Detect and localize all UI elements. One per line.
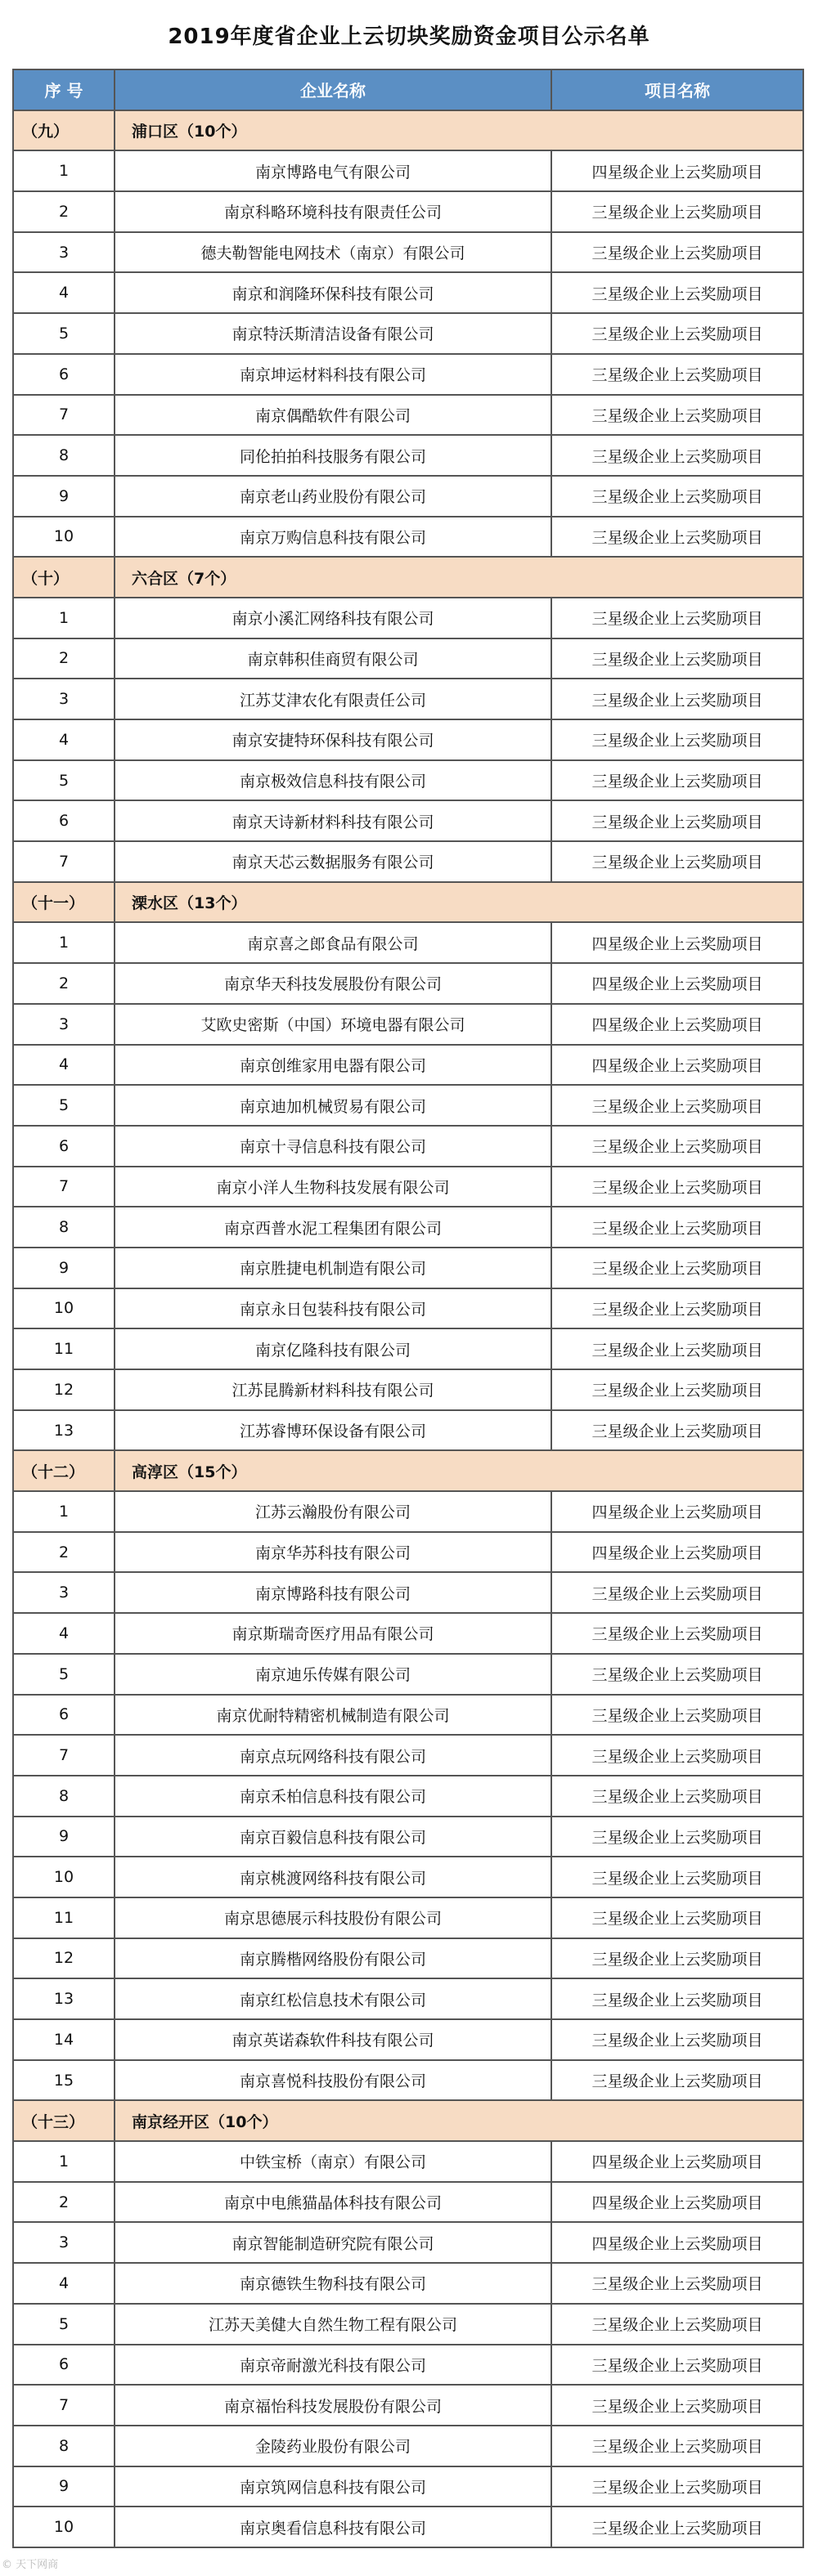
row-no: 8 (14, 1776, 115, 1817)
table-row (14, 1979, 804, 2020)
row-no: 11 (14, 1898, 115, 1939)
table-row (14, 1614, 804, 1655)
row-project: 四星级企业上云奖励项目 (552, 1005, 804, 1046)
table-row (14, 1573, 804, 1614)
row-no: 9 (14, 1817, 115, 1858)
row-company: 南京禾柏信息科技有限公司 (115, 1776, 552, 1817)
row-no: 7 (14, 1167, 115, 1208)
row-company: 南京极效信息科技有限公司 (115, 761, 552, 802)
row-no: 1 (14, 923, 115, 964)
section-row (14, 1451, 804, 1492)
section-row (14, 111, 804, 152)
row-no: 9 (14, 477, 115, 517)
row-project: 三星级企业上云奖励项目 (552, 1370, 804, 1411)
row-company: 南京思德展示科技股份有限公司 (115, 1898, 552, 1939)
row-project: 三星级企业上云奖励项目 (552, 598, 804, 639)
table-row (14, 2223, 804, 2264)
table-row (14, 1005, 804, 1046)
table-row (14, 1329, 804, 1370)
row-no: 5 (14, 314, 115, 355)
row-project: 三星级企业上云奖励项目 (552, 1979, 804, 2020)
row-project: 三星级企业上云奖励项目 (552, 761, 804, 802)
row-project: 三星级企业上云奖励项目 (552, 1411, 804, 1452)
row-company: 南京科略环境科技有限责任公司 (115, 192, 552, 233)
row-company: 南京福怡科技发展股份有限公司 (115, 2386, 552, 2426)
table-row (14, 1086, 804, 1127)
row-company: 南京智能制造研究院有限公司 (115, 2223, 552, 2264)
row-company: 江苏云瀚股份有限公司 (115, 1492, 552, 1533)
row-no: 2 (14, 2183, 115, 2224)
row-no: 12 (14, 1370, 115, 1411)
row-no: 3 (14, 1573, 115, 1614)
row-project: 三星级企业上云奖励项目 (552, 192, 804, 233)
row-project: 三星级企业上云奖励项目 (552, 2061, 804, 2102)
row-project: 三星级企业上云奖励项目 (552, 477, 804, 517)
row-company: 中铁宝桥（南京）有限公司 (115, 2142, 552, 2183)
row-company: 南京奥看信息科技有限公司 (115, 2507, 552, 2548)
table-row (14, 1492, 804, 1533)
row-no: 3 (14, 233, 115, 274)
table-row (14, 1857, 804, 1898)
table-row (14, 2020, 804, 2061)
section-label: （十） (14, 558, 115, 598)
row-no: 5 (14, 1086, 115, 1127)
row-no: 2 (14, 1533, 115, 1574)
row-company: 南京万购信息科技有限公司 (115, 517, 552, 558)
header-project: 项目名称 (552, 70, 804, 111)
table-row (14, 1939, 804, 1980)
table-row (14, 1046, 804, 1086)
table-row (14, 1248, 804, 1289)
row-company: 南京迪乐传媒有限公司 (115, 1655, 552, 1696)
table-row (14, 1411, 804, 1452)
row-no: 7 (14, 1736, 115, 1776)
row-company: 南京安捷特环保科技有限公司 (115, 720, 552, 761)
row-project: 三星级企业上云奖励项目 (552, 1696, 804, 1736)
row-company: 南京优耐特精密机械制造有限公司 (115, 1696, 552, 1736)
row-no: 11 (14, 1329, 115, 1370)
row-project: 三星级企业上云奖励项目 (552, 1776, 804, 1817)
row-project: 三星级企业上云奖励项目 (552, 1939, 804, 1980)
row-project: 三星级企业上云奖励项目 (552, 1736, 804, 1776)
row-project: 三星级企业上云奖励项目 (552, 436, 804, 477)
row-project: 三星级企业上云奖励项目 (552, 1167, 804, 1208)
row-project: 三星级企业上云奖励项目 (552, 2020, 804, 2061)
section-row (14, 558, 804, 598)
row-no: 8 (14, 1207, 115, 1248)
row-company: 南京和润隆环保科技有限公司 (115, 273, 552, 314)
row-project: 三星级企业上云奖励项目 (552, 1573, 804, 1614)
row-company: 南京筑网信息科技有限公司 (115, 2467, 552, 2508)
row-no: 7 (14, 842, 115, 883)
row-no: 4 (14, 2264, 115, 2305)
table-row (14, 517, 804, 558)
table-row (14, 151, 804, 192)
table-row (14, 396, 804, 437)
table-header (14, 70, 804, 111)
row-project: 三星级企业上云奖励项目 (552, 1817, 804, 1858)
row-project: 三星级企业上云奖励项目 (552, 1207, 804, 1248)
table-row (14, 355, 804, 396)
row-company: 南京帝耐激光科技有限公司 (115, 2345, 552, 2386)
award-list-table (12, 69, 804, 2548)
row-company: 江苏艾津农化有限责任公司 (115, 679, 552, 720)
row-project: 四星级企业上云奖励项目 (552, 964, 804, 1005)
row-project: 四星级企业上云奖励项目 (552, 923, 804, 964)
section-label: （九） (14, 111, 115, 152)
row-project: 三星级企业上云奖励项目 (552, 1655, 804, 1696)
row-project: 四星级企业上云奖励项目 (552, 2183, 804, 2224)
row-company: 南京天诗新材料科技有限公司 (115, 801, 552, 842)
table-row (14, 679, 804, 720)
row-no: 10 (14, 2507, 115, 2548)
row-company: 南京英诺森软件科技有限公司 (115, 2020, 552, 2061)
row-company: 南京亿隆科技有限公司 (115, 1329, 552, 1370)
table-row (14, 1127, 804, 1167)
row-company: 南京华天科技发展股份有限公司 (115, 964, 552, 1005)
row-no: 2 (14, 639, 115, 680)
table-row (14, 1207, 804, 1248)
table-row (14, 2142, 804, 2183)
row-no: 2 (14, 964, 115, 1005)
row-no: 6 (14, 1127, 115, 1167)
table-row (14, 2061, 804, 2102)
row-project: 三星级企业上云奖励项目 (552, 2467, 804, 2508)
row-no: 8 (14, 2426, 115, 2467)
row-company: 南京特沃斯清洁设备有限公司 (115, 314, 552, 355)
table-row (14, 233, 804, 274)
row-no: 13 (14, 1411, 115, 1452)
table-row (14, 923, 804, 964)
table-row (14, 720, 804, 761)
table-row (14, 192, 804, 233)
table-row (14, 2386, 804, 2426)
row-no: 4 (14, 1614, 115, 1655)
table-row (14, 273, 804, 314)
table-row (14, 314, 804, 355)
row-project: 四星级企业上云奖励项目 (552, 2142, 804, 2183)
row-no: 15 (14, 2061, 115, 2102)
row-project: 三星级企业上云奖励项目 (552, 679, 804, 720)
row-company: 南京十寻信息科技有限公司 (115, 1127, 552, 1167)
row-company: 南京喜之郎食品有限公司 (115, 923, 552, 964)
row-project: 三星级企业上云奖励项目 (552, 842, 804, 883)
row-no: 2 (14, 192, 115, 233)
row-company: 南京坤运材料科技有限公司 (115, 355, 552, 396)
row-company: 南京博路电气有限公司 (115, 151, 552, 192)
section-row (14, 883, 804, 924)
table-row (14, 1533, 804, 1574)
row-no: 10 (14, 517, 115, 558)
table-row (14, 842, 804, 883)
row-project: 三星级企业上云奖励项目 (552, 639, 804, 680)
row-project: 四星级企业上云奖励项目 (552, 1046, 804, 1086)
row-no: 1 (14, 598, 115, 639)
row-company: 南京创维家用电器有限公司 (115, 1046, 552, 1086)
section-label: （十二） (14, 1451, 115, 1492)
row-no: 1 (14, 151, 115, 192)
row-project: 三星级企业上云奖励项目 (552, 1289, 804, 1330)
row-project: 三星级企业上云奖励项目 (552, 1614, 804, 1655)
row-no: 5 (14, 1655, 115, 1696)
table-row (14, 1370, 804, 1411)
section-name: 溧水区（13个） (115, 883, 804, 924)
row-no: 6 (14, 2345, 115, 2386)
row-project: 三星级企业上云奖励项目 (552, 2386, 804, 2426)
row-project: 三星级企业上云奖励项目 (552, 1127, 804, 1167)
row-no: 8 (14, 436, 115, 477)
table-row (14, 801, 804, 842)
row-no: 12 (14, 1939, 115, 1980)
row-project: 三星级企业上云奖励项目 (552, 355, 804, 396)
row-project: 四星级企业上云奖励项目 (552, 1492, 804, 1533)
row-company: 南京博路科技有限公司 (115, 1573, 552, 1614)
section-row (14, 2101, 804, 2142)
row-company: 南京永日包装科技有限公司 (115, 1289, 552, 1330)
row-company: 金陵药业股份有限公司 (115, 2426, 552, 2467)
row-company: 南京腾楷网络股份有限公司 (115, 1939, 552, 1980)
row-no: 13 (14, 1979, 115, 2020)
row-project: 三星级企业上云奖励项目 (552, 314, 804, 355)
row-company: 南京胜捷电机制造有限公司 (115, 1248, 552, 1289)
row-company: 南京点玩网络科技有限公司 (115, 1736, 552, 1776)
table-row (14, 964, 804, 1005)
row-project: 三星级企业上云奖励项目 (552, 2264, 804, 2305)
row-no: 1 (14, 1492, 115, 1533)
row-project: 三星级企业上云奖励项目 (552, 273, 804, 314)
table-row (14, 1736, 804, 1776)
row-company: 南京红松信息技术有限公司 (115, 1979, 552, 2020)
row-project: 三星级企业上云奖励项目 (552, 720, 804, 761)
row-no: 3 (14, 2223, 115, 2264)
row-no: 9 (14, 2467, 115, 2508)
row-company: 南京中电熊猫晶体科技有限公司 (115, 2183, 552, 2224)
table-row (14, 1289, 804, 1330)
row-company: 同伦拍拍科技服务有限公司 (115, 436, 552, 477)
row-project: 三星级企业上云奖励项目 (552, 1248, 804, 1289)
row-company: 江苏睿博环保设备有限公司 (115, 1411, 552, 1452)
row-project: 三星级企业上云奖励项目 (552, 1086, 804, 1127)
row-project: 三星级企业上云奖励项目 (552, 1857, 804, 1898)
row-no: 9 (14, 1248, 115, 1289)
table-row (14, 477, 804, 517)
row-no: 10 (14, 1289, 115, 1330)
row-project: 三星级企业上云奖励项目 (552, 1329, 804, 1370)
row-project: 四星级企业上云奖励项目 (552, 151, 804, 192)
row-no: 4 (14, 1046, 115, 1086)
table-row (14, 2467, 804, 2508)
row-company: 南京韩积佳商贸有限公司 (115, 639, 552, 680)
header-company: 企业名称 (115, 70, 552, 111)
table-row (14, 2183, 804, 2224)
row-no: 5 (14, 761, 115, 802)
row-no: 3 (14, 679, 115, 720)
row-no: 4 (14, 720, 115, 761)
table-row (14, 2426, 804, 2467)
row-no: 4 (14, 273, 115, 314)
table-row (14, 1167, 804, 1208)
row-project: 三星级企业上云奖励项目 (552, 1898, 804, 1939)
row-company: 南京德铁生物科技有限公司 (115, 2264, 552, 2305)
row-company: 南京桃渡网络科技有限公司 (115, 1857, 552, 1898)
row-no: 1 (14, 2142, 115, 2183)
row-no: 6 (14, 355, 115, 396)
row-project: 三星级企业上云奖励项目 (552, 2305, 804, 2345)
row-project: 四星级企业上云奖励项目 (552, 2223, 804, 2264)
row-company: 南京华苏科技有限公司 (115, 1533, 552, 1574)
row-company: 江苏昆腾新材料科技有限公司 (115, 1370, 552, 1411)
row-company: 南京斯瑞奇医疗用品有限公司 (115, 1614, 552, 1655)
table-row (14, 761, 804, 802)
row-project: 三星级企业上云奖励项目 (552, 2345, 804, 2386)
row-company: 南京天芯云数据服务有限公司 (115, 842, 552, 883)
row-no: 7 (14, 396, 115, 437)
row-no: 5 (14, 2305, 115, 2345)
row-no: 10 (14, 1857, 115, 1898)
section-label: （十一） (14, 883, 115, 924)
row-project: 三星级企业上云奖励项目 (552, 517, 804, 558)
row-no: 14 (14, 2020, 115, 2061)
table-row (14, 1776, 804, 1817)
row-company: 南京西普水泥工程集团有限公司 (115, 1207, 552, 1248)
row-company: 江苏天美健大自然生物工程有限公司 (115, 2305, 552, 2345)
row-no: 6 (14, 801, 115, 842)
page-title: 2019年度省企业上云切块奖励资金项目公示名单 (168, 24, 650, 49)
row-project: 四星级企业上云奖励项目 (552, 1533, 804, 1574)
table-row (14, 598, 804, 639)
section-name: 浦口区（10个） (115, 111, 804, 152)
table-row (14, 639, 804, 680)
row-no: 6 (14, 1696, 115, 1736)
row-project: 三星级企业上云奖励项目 (552, 801, 804, 842)
row-project: 三星级企业上云奖励项目 (552, 396, 804, 437)
section-name: 六合区（7个） (115, 558, 804, 598)
row-company: 艾欧史密斯（中国）环境电器有限公司 (115, 1005, 552, 1046)
row-company: 南京迪加机械贸易有限公司 (115, 1086, 552, 1127)
table-row (14, 1696, 804, 1736)
section-name: 南京经开区（10个） (115, 2101, 804, 2142)
row-company: 南京小洋人生物科技发展有限公司 (115, 1167, 552, 1208)
row-project: 三星级企业上云奖励项目 (552, 2507, 804, 2548)
row-no: 7 (14, 2386, 115, 2426)
row-company: 南京偶酷软件有限公司 (115, 396, 552, 437)
section-name: 高淳区（15个） (115, 1451, 804, 1492)
table-row (14, 436, 804, 477)
table-row (14, 2305, 804, 2345)
watermark: © 天下网商 (2, 2559, 59, 2571)
table-row (14, 1817, 804, 1858)
row-company: 南京老山药业股份有限公司 (115, 477, 552, 517)
row-company: 德夫勒智能电网技术（南京）有限公司 (115, 233, 552, 274)
table-row (14, 2345, 804, 2386)
row-project: 三星级企业上云奖励项目 (552, 2426, 804, 2467)
table-row (14, 2507, 804, 2548)
table-row (14, 1655, 804, 1696)
table-row (14, 1898, 804, 1939)
row-project: 三星级企业上云奖励项目 (552, 233, 804, 274)
row-company: 南京小溪汇网络科技有限公司 (115, 598, 552, 639)
row-no: 3 (14, 1005, 115, 1046)
row-company: 南京百毅信息科技有限公司 (115, 1817, 552, 1858)
section-label: （十三） (14, 2101, 115, 2142)
table-row (14, 2264, 804, 2305)
header-no: 序 号 (14, 70, 115, 111)
row-company: 南京喜悦科技股份有限公司 (115, 2061, 552, 2102)
